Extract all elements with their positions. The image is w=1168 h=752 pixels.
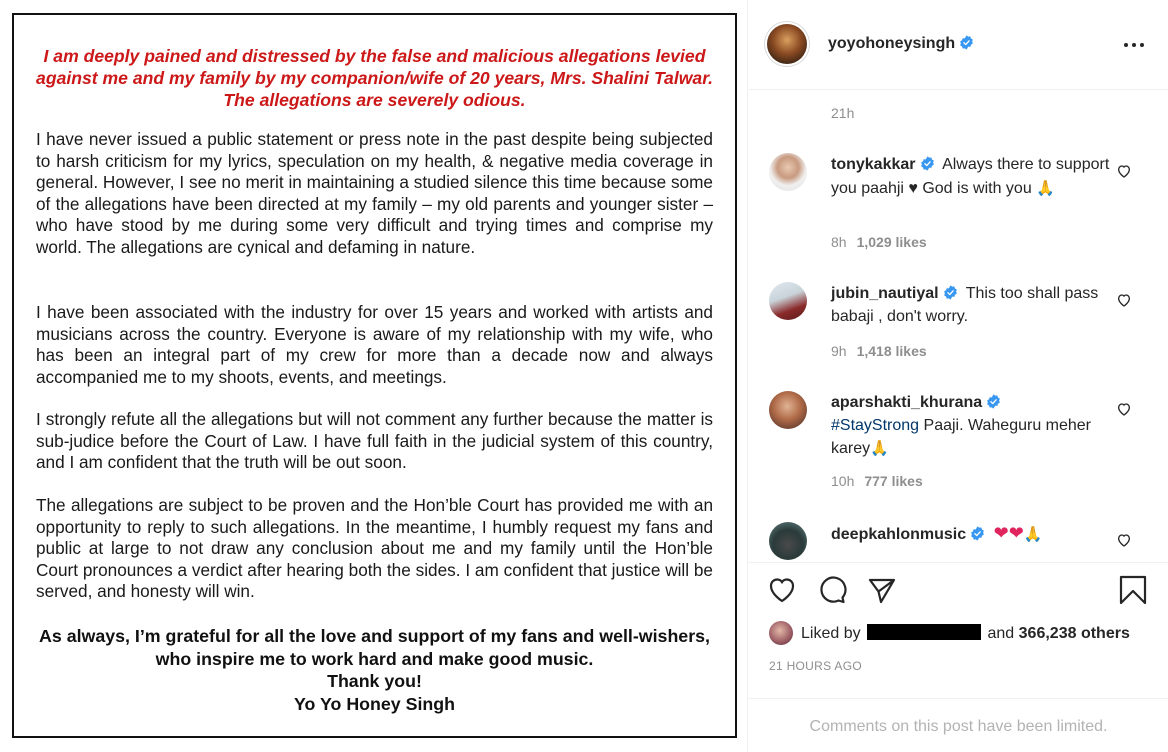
comment-text bbox=[831, 392, 1111, 461]
comment-time[interactable]: 10h bbox=[831, 473, 855, 489]
post-header bbox=[749, 0, 1168, 90]
post-actions bbox=[749, 562, 1168, 752]
comment-meta bbox=[831, 234, 927, 250]
statement-document bbox=[12, 13, 737, 738]
hashtag-link[interactable]: #StayStrong bbox=[831, 416, 920, 434]
statement-headline: I am deeply pained and distressed by the false and malicious allegations levied against me and my family by my companion/wife of 20 years, Mrs. Shalini Talwar. The allegations are severely odious. bbox=[36, 46, 713, 110]
liker-avatar[interactable] bbox=[769, 621, 793, 645]
commenter-avatar[interactable] bbox=[769, 153, 807, 191]
comment-like-heart-icon[interactable] bbox=[1116, 292, 1132, 308]
comment-like-heart-icon[interactable] bbox=[1116, 163, 1132, 179]
commenter-avatar[interactable] bbox=[769, 522, 807, 560]
red-hearts-emoji: ❤❤ bbox=[993, 523, 1024, 544]
comment-text bbox=[831, 283, 1111, 328]
comment-likes[interactable]: 1,029 likes bbox=[856, 234, 927, 250]
statement-closing bbox=[36, 625, 713, 715]
liked-by-connector: and bbox=[987, 625, 1015, 642]
folded-hands-emoji: 🙏 bbox=[1023, 525, 1043, 543]
verified-badge-icon bbox=[986, 394, 1001, 409]
closing-text: As always, I’m grateful for all the love and support of my fans and well-wishers, who inspire me to work hard and make good music. bbox=[39, 626, 710, 669]
commenter-username[interactable]: aparshakti_khurana bbox=[831, 394, 1001, 411]
comment-text bbox=[831, 523, 1131, 547]
comment-body: This too shall pass babaji , don't worry. bbox=[831, 285, 1099, 325]
comment-text bbox=[831, 154, 1111, 200]
folded-hands-emoji: 🙏 bbox=[1036, 178, 1055, 197]
author-avatar[interactable] bbox=[767, 24, 807, 64]
statement-paragraph: I have never issued a public statement or press note in the past despite being subjected to harsh criticism for my lyrics, speculation on my health, & negative media coverage in general. However, I see no merit in maintaining a studied silence this time because some of the allegations have been directed at my family – my old parents and younger sister – who have stood by me during some very difficult and trying times and comprise my world. The allegations are cynical and defaming in nature. bbox=[36, 129, 713, 257]
author-username[interactable]: yoyohoneysingh bbox=[828, 35, 956, 52]
caption-timestamp: 21h bbox=[831, 105, 855, 121]
comment-body: Paaji. Waheguru meher karey bbox=[831, 416, 1092, 457]
comment-meta bbox=[831, 343, 927, 359]
commenter-avatar[interactable] bbox=[769, 391, 807, 429]
statement-paragraph: The allegations are subject to be proven and the Hon’ble Court has provided me with an opportunity to reply to such allegations. In the meantime, I humbly request my fans and public at large to not draw any conclusion about me and my family until the Hon’ble Court pronounces a verdict after hearing both the sides. I am confident that justice will be served, and honesty will win. bbox=[36, 495, 713, 602]
comment-body: Always there to support you paahji ♥ God is with you bbox=[831, 156, 1110, 197]
author-username-row bbox=[828, 35, 974, 53]
signature-text: Yo Yo Honey Singh bbox=[293, 693, 456, 714]
comment-like-heart-icon[interactable] bbox=[1116, 532, 1132, 548]
commenter-username[interactable]: jubin_nautiyal bbox=[831, 285, 958, 302]
verified-badge-icon bbox=[943, 285, 958, 300]
commenter-username[interactable]: deepkahlonmusic bbox=[831, 526, 985, 543]
commenter-avatar[interactable] bbox=[769, 282, 807, 320]
commenter-username[interactable]: tonykakkar bbox=[831, 156, 935, 173]
comment-like-heart-icon[interactable] bbox=[1116, 401, 1132, 417]
statement-paragraph: I have been associated with the industry for over 15 years and worked with artists and musicians across the country. Everyone is aware of my relationship with my wife, who has been an integral part of my crew for more than a decade now and always accompanied me to my shoots, events, and meetings. bbox=[36, 302, 713, 387]
save-bookmark-icon[interactable] bbox=[1118, 575, 1148, 605]
comment-time[interactable]: 8h bbox=[831, 234, 847, 250]
comments-list[interactable] bbox=[749, 91, 1168, 561]
likes-count-link[interactable]: 366,238 others bbox=[1018, 625, 1130, 642]
liked-by-text bbox=[801, 624, 1130, 643]
statement-paragraph: I strongly refute all the allegations but will not comment any further because the matter is sub-judice before the Court of Law. I have full faith in the judicial system of this country, and I am confident that the truth will be out soon. bbox=[36, 409, 713, 473]
share-paper-plane-icon[interactable] bbox=[867, 575, 897, 605]
comment-bubble-icon[interactable] bbox=[817, 575, 847, 605]
comment-time[interactable]: 9h bbox=[831, 343, 847, 359]
post-timestamp[interactable]: 21 HOURS AGO bbox=[769, 659, 862, 673]
post-sidebar bbox=[749, 0, 1168, 752]
like-heart-icon[interactable] bbox=[767, 575, 797, 605]
verified-badge-icon bbox=[920, 156, 935, 171]
comment-likes[interactable]: 777 likes bbox=[864, 473, 923, 489]
thank-you-text: Thank you! bbox=[327, 671, 422, 692]
redacted-username bbox=[867, 624, 981, 640]
comments-limited-notice: Comments on this post have been limited. bbox=[749, 698, 1168, 752]
verified-badge-icon bbox=[970, 526, 985, 541]
comment-meta bbox=[831, 473, 923, 489]
comment-likes[interactable]: 1,418 likes bbox=[856, 343, 927, 359]
liked-by-prefix: Liked by bbox=[801, 625, 861, 642]
folded-hands-emoji: 🙏 bbox=[870, 439, 889, 457]
verified-badge-icon bbox=[959, 35, 974, 50]
more-options-icon[interactable] bbox=[1124, 36, 1146, 52]
